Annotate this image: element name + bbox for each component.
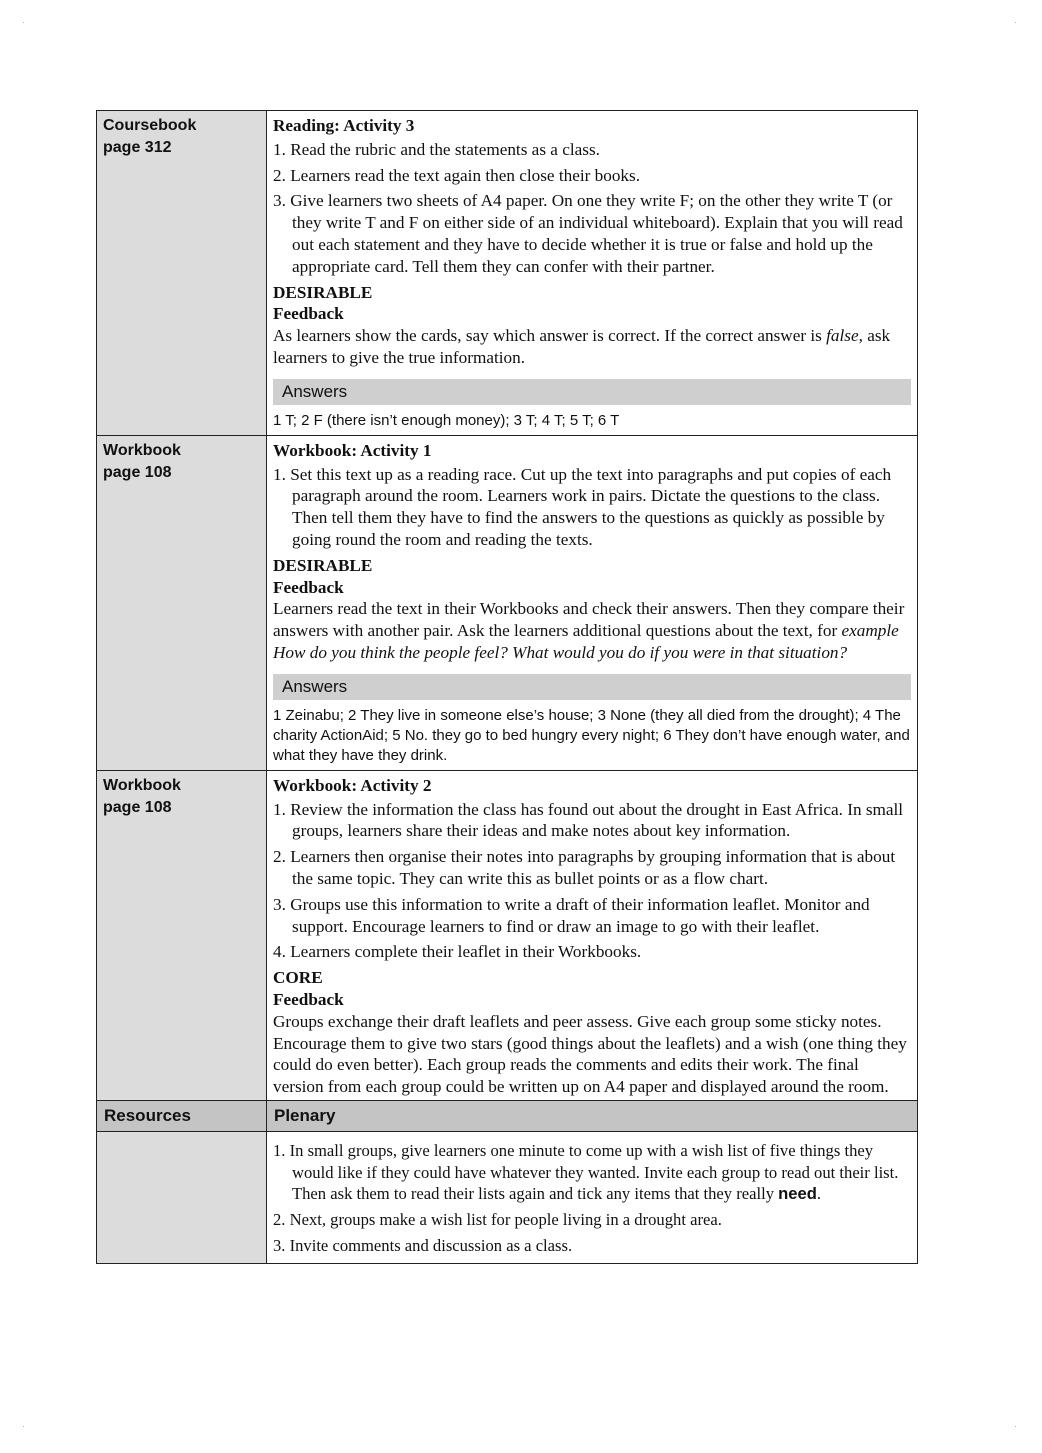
feedback-text: Groups exchange their draft leaflets and peer assess. Give each group some sticky notes. Encourage them to give two stars (good things about the leaflets) and a wish (one thing they could do even better). Each group reads the comments and edits their work. The final version from each group could be written up on A4 paper and displayed around the room.	[273, 1011, 907, 1097]
answers-header: Answers	[273, 674, 911, 700]
table-row	[97, 1131, 918, 1263]
plenary-cell	[267, 1131, 918, 1263]
step-list	[273, 799, 911, 964]
reference-cell	[97, 111, 267, 436]
list-item: 2. Next, groups make a wish list for people living in a drought area.	[273, 1210, 722, 1230]
list-item: 1. In small groups, give learners one minute to come up with a wish list of five things they would like if they could have whatever they wanted. Invite each group to read out their list. Then ask them to read their lists again and tick any items that they really need.	[273, 1140, 899, 1204]
list-item: 3. Invite comments and discussion as a class.	[273, 1236, 573, 1256]
resources-cell	[97, 1131, 267, 1263]
list-item: 1. Read the rubric and the statements as a class.	[273, 139, 600, 159]
reference-book: Workbook	[103, 441, 181, 459]
table-row	[97, 770, 918, 1100]
reference-cell	[97, 770, 267, 1100]
feedback-label: Feedback	[273, 304, 344, 324]
feedback-text: As learners show the cards, say which answer is correct. If the correct answer is false, ask learners to give the true information.	[273, 326, 891, 367]
reference-page: page 108	[103, 798, 172, 816]
crop-mark: ·	[1014, 18, 1017, 27]
list-item: 2. Learners then organise their notes into paragraphs by grouping information that is about the same topic. They can write this as bullet points or as a flow chart.	[273, 847, 896, 888]
crop-mark: ·	[22, 1422, 25, 1431]
list-item: 4. Learners complete their leaflet in their Workbooks.	[273, 942, 642, 962]
table-row	[97, 111, 918, 436]
step-list	[273, 139, 911, 278]
feedback-label: Feedback	[273, 989, 344, 1009]
resources-header: Resources	[97, 1100, 267, 1131]
list-item: 3. Give learners two sheets of A4 paper. On one they write F; on the other they write T (or they write T and F on either side of an individual whiteboard). Explain that you will read out each statement and they have to decide whether it is true or false and hold up the appropriate card. Tell them they can confer with their partner.	[273, 191, 903, 276]
answers-text: 1 Zeinabu; 2 They live in someone else’s house; 3 None (they all died from the drought); 4 The charity ActionAid; 5 No. they go to bed hungry every night; 6 They don’t have enough water, and what they have they drink.	[273, 706, 910, 764]
reference-book: Coursebook	[103, 117, 197, 134]
activity-cell	[267, 770, 918, 1100]
plenary-header: Plenary	[267, 1100, 918, 1131]
reference-page: page 108	[103, 463, 172, 481]
table-row	[97, 1100, 918, 1131]
activity-title: Workbook: Activity 2	[273, 775, 432, 795]
level-label: DESIRABLE	[273, 282, 373, 302]
activity-cell	[267, 111, 918, 436]
lesson-plan-table	[96, 110, 918, 1264]
list-item: 2. Learners read the text again then close their books.	[273, 165, 641, 185]
answers-text: 1 T; 2 F (there isn’t enough money); 3 T; 4 T; 5 T; 6 T	[273, 411, 620, 429]
crop-mark: ·	[1014, 1422, 1017, 1431]
level-label: CORE	[273, 968, 323, 988]
feedback-text: Learners read the text in their Workbooks and check their answers. Then they compare their answers with another pair. Ask the learners additional questions about the text, for example How do you think the people feel? What would you do if you were in that situation?	[273, 599, 905, 662]
level-label: DESIRABLE	[273, 555, 373, 575]
answers-header: Answers	[273, 379, 911, 405]
reference-book: Workbook	[103, 776, 181, 794]
list-item: 3. Groups use this information to write a draft of their information leaflet. Monitor and support. Encourage learners to find or draw an image to go with their leaflet.	[273, 894, 870, 936]
feedback-label: Feedback	[273, 577, 344, 597]
reference-page: page 312	[103, 139, 172, 156]
crop-mark: ·	[22, 18, 25, 27]
activity-title: Workbook: Activity 1	[273, 440, 432, 460]
reference-cell	[97, 435, 267, 770]
activity-title: Reading: Activity 3	[273, 116, 415, 135]
step-list	[273, 464, 911, 551]
activity-cell	[267, 435, 918, 770]
table-row	[97, 435, 918, 770]
step-list	[273, 1140, 911, 1257]
list-item: 1. Set this text up as a reading race. Cut up the text into paragraphs and put copies of each paragraph around the room. Learners work in pairs. Dictate the questions to the class. Then tell them they have to find the answers to the questions as quickly as possible by going round the room and reading the texts.	[273, 464, 892, 549]
list-item: 1. Review the information the class has found out about the drought in East Africa. In small groups, learners share their ideas and make notes about key information.	[273, 799, 904, 841]
